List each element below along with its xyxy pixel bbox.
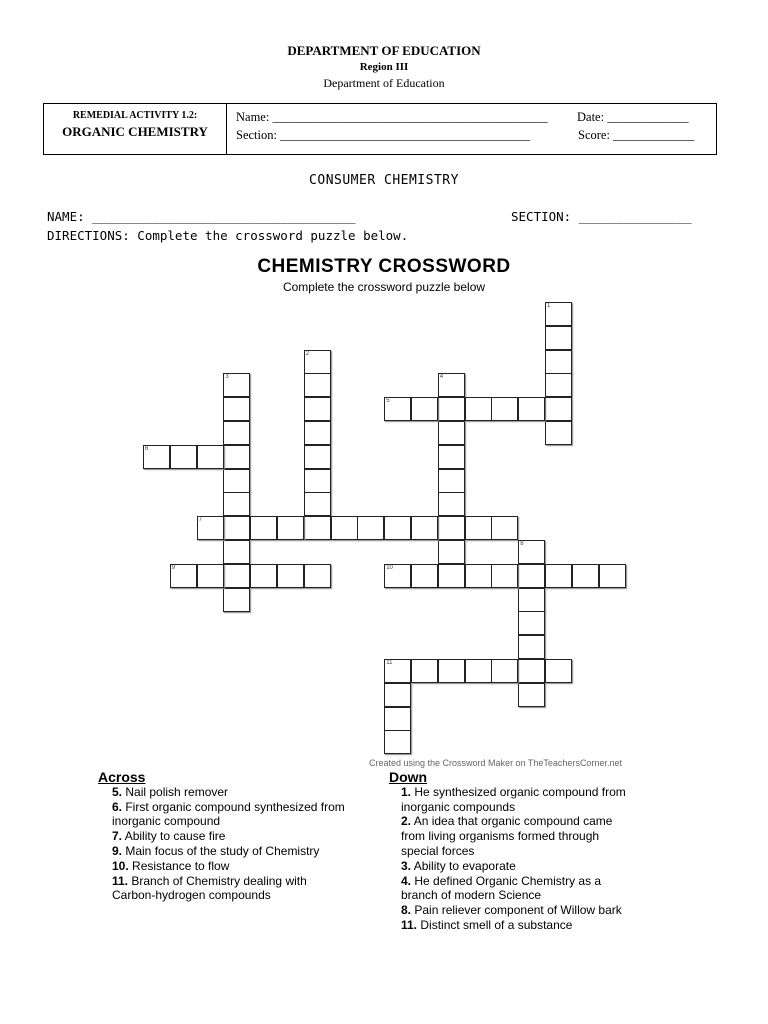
- clue-text: An idea that organic compound came: [411, 814, 613, 829]
- clue-number: 4.: [401, 873, 412, 888]
- crossword-cell[interactable]: [438, 492, 465, 516]
- clue-number: 8.: [401, 903, 412, 918]
- directions-text: DIRECTIONS: Complete the crossword puzzle below.: [47, 228, 409, 243]
- crossword-cell[interactable]: [304, 421, 331, 445]
- activity-label: REMEDIAL ACTIVITY 1.2:: [72, 110, 198, 121]
- crossword-cell[interactable]: [223, 373, 250, 397]
- cell-number: 8: [520, 541, 524, 547]
- clue-number: 5.: [112, 784, 123, 799]
- clue-text: Nail polish remover: [122, 784, 229, 799]
- clue-line: [112, 844, 388, 859]
- crossword-cell[interactable]: [438, 421, 465, 445]
- clue-text: Pain reliever component of Willow bark: [411, 903, 622, 918]
- activity-info-box: [43, 103, 717, 155]
- crossword-cell[interactable]: [518, 659, 545, 683]
- crossword-cell[interactable]: [223, 421, 250, 445]
- crossword-cell[interactable]: [518, 683, 545, 707]
- activity-title: ORGANIC CHEMISTRY: [62, 124, 208, 139]
- crossword-cell[interactable]: [384, 659, 411, 683]
- crossword-cell[interactable]: [545, 350, 572, 374]
- name-field[interactable]: Name: ____________________________________________: [236, 110, 548, 124]
- crossword-grid: [143, 302, 633, 757]
- crossword-cell[interactable]: [545, 326, 572, 350]
- crossword-cell[interactable]: [170, 445, 197, 469]
- clue-number: 2.: [401, 814, 412, 829]
- crossword-cell[interactable]: [223, 516, 250, 540]
- clue-line: [401, 874, 679, 889]
- crossword-cell[interactable]: [438, 469, 465, 493]
- crossword-cell[interactable]: [518, 564, 545, 588]
- crossword-cell[interactable]: [545, 373, 572, 397]
- crossword-cell[interactable]: [518, 397, 545, 421]
- crossword-cell[interactable]: [197, 564, 224, 588]
- cell-number: 1: [547, 303, 551, 309]
- clue-text: special forces: [401, 843, 475, 858]
- clue-text: Main focus of the study of Chemistry: [122, 843, 320, 858]
- crossword-cell[interactable]: [438, 659, 465, 683]
- crossword-cell[interactable]: [518, 611, 545, 635]
- student-name-field[interactable]: NAME: ___________________________________: [47, 209, 356, 224]
- clue-number: 11.: [401, 917, 418, 932]
- crossword-cell[interactable]: [223, 588, 250, 612]
- crossword-cell[interactable]: [223, 492, 250, 516]
- down-clues: [389, 770, 679, 933]
- crossword-cell[interactable]: [223, 540, 250, 564]
- cell-number: 9: [171, 564, 176, 571]
- crossword-cell[interactable]: [518, 588, 545, 612]
- clue-text: Distinct smell of a substance: [417, 917, 573, 932]
- crossword-cell[interactable]: [545, 302, 572, 326]
- crossword-cell[interactable]: [304, 516, 331, 540]
- crossword-cell[interactable]: [411, 397, 438, 421]
- crossword-cell[interactable]: [250, 516, 277, 540]
- clue-text: Ability to evaporate: [411, 858, 516, 873]
- crossword-cell[interactable]: [545, 564, 572, 588]
- cell-number: 5: [386, 398, 390, 405]
- clue-number: 3.: [401, 858, 412, 873]
- clue-line: [112, 859, 388, 874]
- crossword-cell[interactable]: [143, 445, 170, 469]
- crossword-cell[interactable]: [384, 730, 411, 754]
- crossword-cell[interactable]: [304, 492, 331, 516]
- department-subheading: Department of Education: [323, 76, 445, 90]
- crossword-cell[interactable]: [411, 516, 438, 540]
- crossword-cell[interactable]: [357, 516, 384, 540]
- clue-text: First organic compound synthesized from: [122, 799, 345, 814]
- section-field[interactable]: Section: ________________________________________: [236, 128, 531, 142]
- clue-line: [112, 888, 388, 903]
- crossword-cell[interactable]: [384, 707, 411, 731]
- crossword-cell[interactable]: [384, 516, 411, 540]
- crossword-cell[interactable]: [304, 445, 331, 469]
- crossword-cell[interactable]: [438, 373, 465, 397]
- crossword-cell[interactable]: [465, 516, 492, 540]
- crossword-cell[interactable]: [384, 397, 411, 421]
- cell-number: 2: [305, 350, 310, 357]
- clue-line: [401, 800, 679, 815]
- clue-text: He synthesized organic compound from: [411, 784, 626, 799]
- region-heading: Region III: [359, 61, 409, 73]
- crossword-cell[interactable]: [572, 564, 599, 588]
- clue-line: [401, 785, 679, 800]
- clue-line: [401, 859, 679, 874]
- crossword-cell[interactable]: [465, 659, 492, 683]
- date-field[interactable]: Date: _____________: [577, 110, 689, 124]
- crossword-cell[interactable]: [599, 564, 626, 588]
- cell-number: 4: [439, 374, 444, 381]
- crossword-cell[interactable]: [384, 564, 411, 588]
- clue-number: 10.: [112, 858, 129, 873]
- crossword-cell[interactable]: [518, 540, 545, 564]
- score-field[interactable]: Score: _____________: [578, 128, 695, 142]
- down-heading: Down: [389, 769, 428, 785]
- cell-number: 3: [225, 374, 229, 381]
- crossword-cell[interactable]: [331, 516, 358, 540]
- crossword-cell[interactable]: [491, 659, 518, 683]
- crossword-cell[interactable]: [491, 564, 518, 588]
- crossword-cell[interactable]: [438, 540, 465, 564]
- cell-number: 7: [198, 517, 202, 524]
- crossword-cell[interactable]: [197, 516, 224, 540]
- puzzle-title: CHEMISTRY CROSSWORD: [257, 256, 511, 277]
- crossword-cell[interactable]: [465, 564, 492, 588]
- crossword-cell[interactable]: [223, 445, 250, 469]
- crossword-cell[interactable]: [277, 564, 304, 588]
- clue-number: 1.: [401, 784, 412, 799]
- crossword-cell[interactable]: [411, 564, 438, 588]
- clue-text: inorganic compound: [112, 814, 221, 829]
- crossword-cell[interactable]: [304, 469, 331, 493]
- clue-text: Resistance to flow: [128, 858, 230, 873]
- clue-line: [401, 814, 679, 829]
- crossword-cell[interactable]: [545, 397, 572, 421]
- subject-heading: CONSUMER CHEMISTRY: [309, 173, 459, 188]
- clue-text: branch of modern Science: [401, 888, 542, 903]
- crossword-cell[interactable]: [438, 516, 465, 540]
- crossword-cell[interactable]: [545, 421, 572, 445]
- across-clues: [98, 770, 388, 903]
- across-heading: Across: [98, 769, 146, 785]
- student-section-field[interactable]: SECTION: _______________: [511, 209, 692, 224]
- crossword-cell[interactable]: [277, 516, 304, 540]
- clue-text: Carbon-hydrogen compounds: [112, 888, 271, 903]
- crossword-cell[interactable]: [223, 564, 250, 588]
- crossword-cell[interactable]: [545, 659, 572, 683]
- crossword-cell[interactable]: [170, 564, 197, 588]
- activity-title-cell: [44, 104, 227, 154]
- crossword-cell[interactable]: [438, 397, 465, 421]
- crossword-cell[interactable]: [438, 564, 465, 588]
- clue-number: 9.: [112, 843, 123, 858]
- crossword-cell[interactable]: [518, 635, 545, 659]
- clue-text: He defined Organic Chemistry as a: [411, 873, 602, 888]
- clue-line: [112, 800, 388, 815]
- clue-line: [401, 829, 679, 844]
- cell-number: 10: [386, 564, 393, 571]
- clue-line: [112, 785, 388, 800]
- crossword-cell[interactable]: [491, 397, 518, 421]
- department-heading: DEPARTMENT OF EDUCATION: [287, 43, 481, 58]
- clue-line: [112, 874, 388, 889]
- clue-text: Branch of Chemistry dealing with: [128, 873, 307, 888]
- crossword-cell[interactable]: [491, 516, 518, 540]
- crossword-cell[interactable]: [223, 469, 250, 493]
- crossword-cell[interactable]: [250, 564, 277, 588]
- clue-line: [112, 814, 388, 829]
- clue-text: Ability to cause fire: [122, 829, 226, 844]
- cell-number: 6: [145, 445, 149, 452]
- crossword-cell[interactable]: [304, 564, 331, 588]
- crossword-cell[interactable]: [304, 350, 331, 374]
- crossword-cell[interactable]: [411, 659, 438, 683]
- clue-line: [112, 829, 388, 844]
- clue-text: inorganic compounds: [401, 799, 516, 814]
- crossword-cell[interactable]: [197, 445, 224, 469]
- crossword-cell[interactable]: [438, 445, 465, 469]
- crossword-cell[interactable]: [465, 397, 492, 421]
- crossword-cell[interactable]: [223, 397, 250, 421]
- crossword-cell[interactable]: [384, 683, 411, 707]
- clue-line: [401, 844, 679, 859]
- credit-text: Created using the Crossword Maker on TheTeachersCorner.net: [369, 758, 622, 768]
- crossword-cell[interactable]: [304, 397, 331, 421]
- clue-number: 6.: [112, 799, 123, 814]
- clue-line: [401, 903, 679, 918]
- crossword-cell[interactable]: [304, 373, 331, 397]
- clue-number: 11.: [112, 873, 129, 888]
- clue-number: 7.: [112, 829, 123, 844]
- clue-line: [401, 888, 679, 903]
- puzzle-subtitle: Complete the crossword puzzle below: [282, 280, 486, 294]
- clue-line: [401, 918, 679, 933]
- cell-number: 11: [386, 660, 393, 666]
- clue-text: from living organisms formed through: [401, 829, 600, 844]
